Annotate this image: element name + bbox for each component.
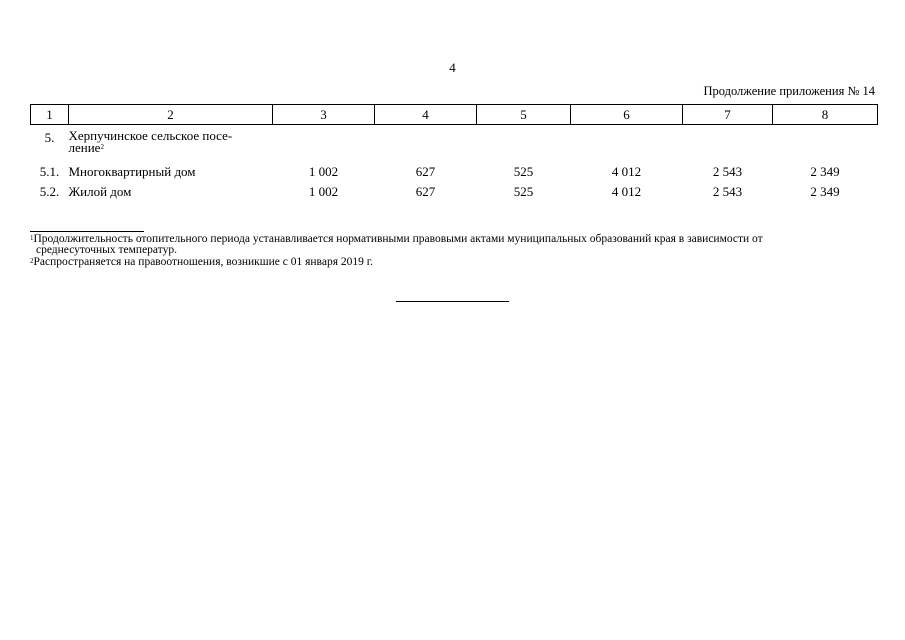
footnote-1: [30, 234, 877, 256]
header-cell: 8: [773, 105, 878, 125]
header-cell: 6: [571, 105, 683, 125]
tariff-table: [30, 104, 878, 202]
footnotes: [30, 234, 877, 268]
row-value: 525: [513, 164, 534, 179]
footnote-separator: [30, 231, 144, 232]
row-value: 627: [415, 164, 436, 179]
footnote-mark: 1: [30, 234, 34, 242]
section-name-line1: Херпучинское сельское посе-: [68, 128, 233, 143]
row-value: 2 543: [712, 184, 743, 199]
row-value: 525: [513, 184, 534, 199]
section-name-line2: ление: [68, 140, 101, 155]
row-value: 2 543: [712, 164, 743, 179]
header-cell: 1: [31, 105, 69, 125]
header-cell: 2: [69, 105, 273, 125]
appendix-continuation-label: Продолжение приложения № 14: [703, 84, 875, 98]
row-value: 1 002: [308, 184, 339, 199]
end-separator: [396, 301, 509, 302]
page-number: 4: [449, 60, 456, 75]
footnote-ref: 2: [100, 143, 104, 151]
row-value: 2 349: [810, 164, 840, 179]
footnote-mark: 2: [30, 257, 34, 265]
row-value: 4 012: [611, 164, 642, 179]
header-row: [31, 105, 878, 125]
table-row: [31, 182, 878, 202]
row-value: 4 012: [611, 184, 642, 199]
row-value: 2 349: [810, 184, 840, 199]
footnote-text: Продолжительность отопительного периода устанавливается нормативными правовыми актами муниципальных образований края в зависимости от: [33, 233, 763, 245]
row-number: 5.2.: [39, 184, 60, 199]
row-value: 1 002: [308, 164, 339, 179]
header-cell: 3: [273, 105, 375, 125]
header-cell: 5: [477, 105, 571, 125]
section-number: 5.: [44, 130, 55, 145]
footnote-continuation: среднесуточных температур.: [36, 244, 177, 256]
footnote-text: Распространяется на правоотношения, возникшие с 01 января 2019 г.: [33, 256, 374, 268]
table-row: [31, 162, 878, 182]
header-cell: 7: [683, 105, 773, 125]
row-number: 5.1.: [39, 164, 60, 179]
row-value: 627: [415, 184, 436, 199]
section-row: [31, 125, 878, 163]
row-name: Многоквартирный дом: [68, 164, 196, 179]
row-name: Жилой дом: [68, 184, 132, 199]
footnote-2: [30, 257, 877, 268]
header-cell: 4: [375, 105, 477, 125]
section-name: [69, 125, 273, 163]
